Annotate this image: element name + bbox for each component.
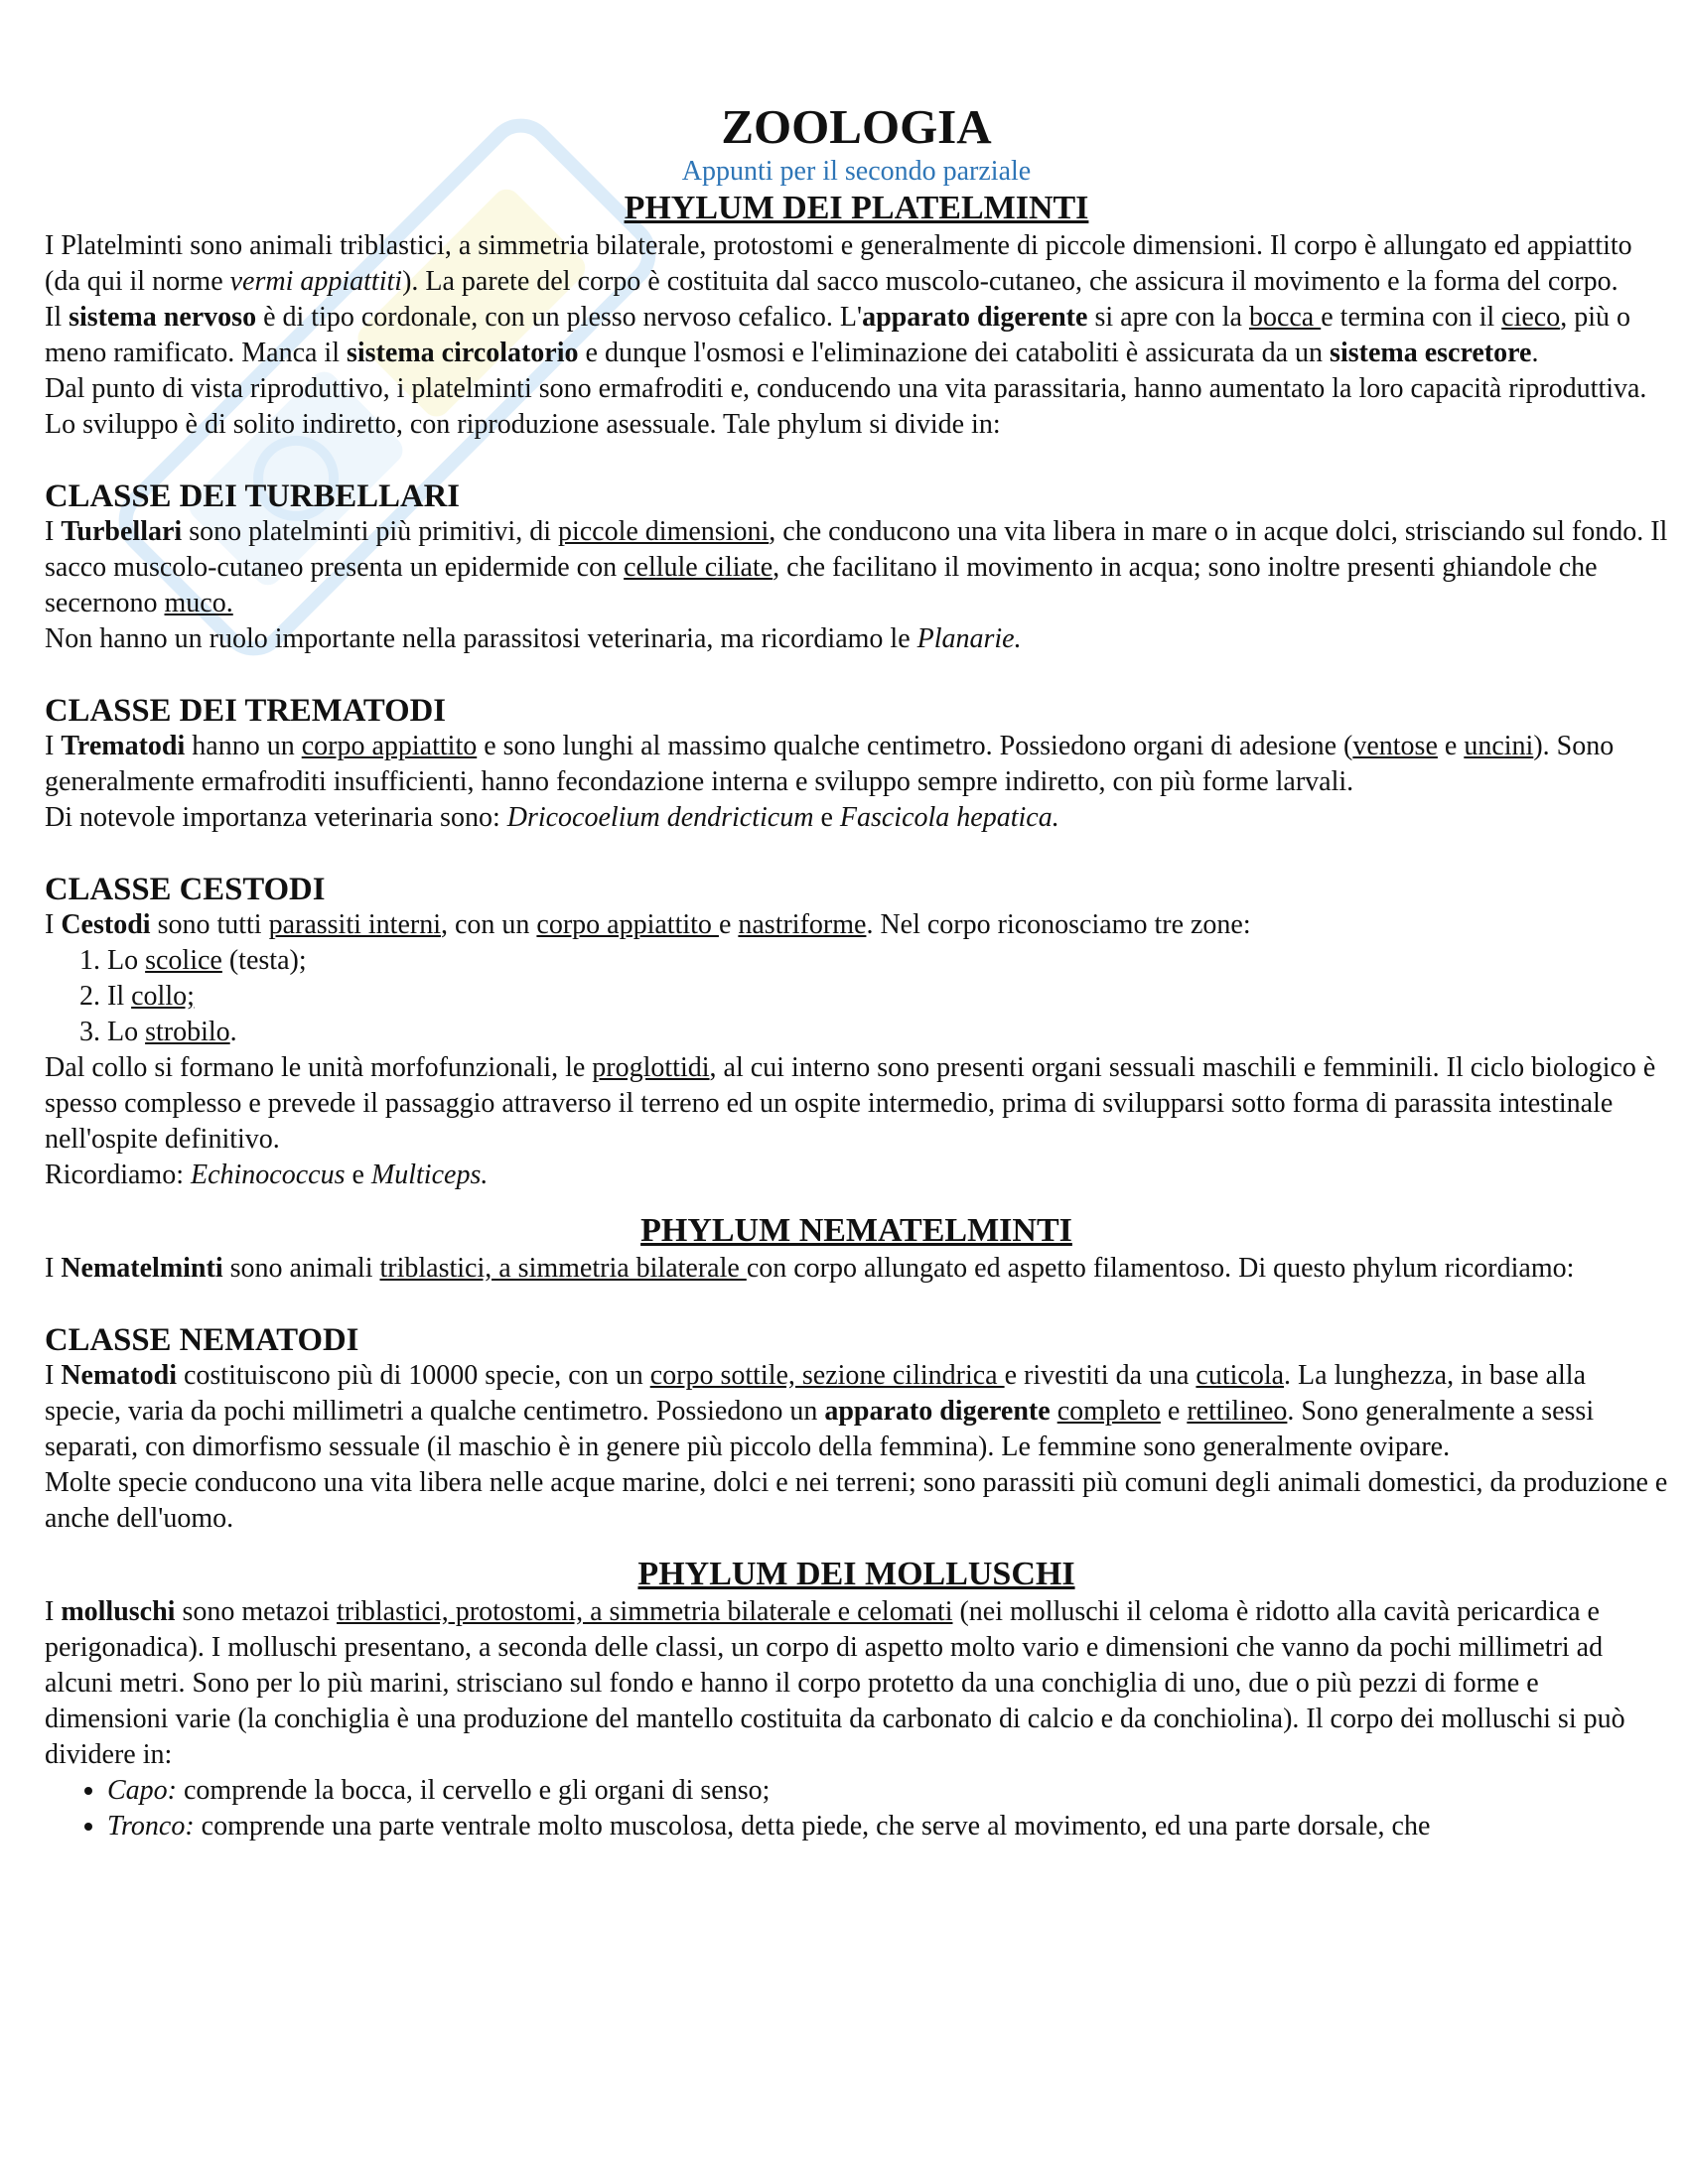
molluschi-parts-list	[45, 1773, 1668, 1844]
turbellari-text: I Turbellari sono platelminti più primitivi, di piccole dimensioni, che conducono una vita libera in mare o in acque dolci, strisciando sul fondo. Il sacco muscolo-cutaneo presenta un epidermide con cellule ciliate, che facilitano il movimento in acqua; sono inoltre presenti ghiandole che secernono muco.	[45, 516, 1668, 618]
platelminti-riproduzione: Dal punto di vista riproduttivo, i platelminti sono ermafroditi e, conducendo una vita parassitaria, hanno aumentato la loro capacità riproduttiva. Lo sviluppo è di solito indiretto, con riproduzione asessuale. Tale phylum si divide in:	[45, 373, 1647, 440]
doc-title: ZOOLOGIA	[721, 99, 992, 154]
trematodi-note: Di notevole importanza veterinaria sono: Dricocoelium dendricticum e Fascicola hepatica.	[45, 802, 1059, 833]
cestodi-zones-list	[45, 943, 1668, 1050]
nematelminti-intro: I Nematelminti sono animali triblastici, a simmetria bilaterale con corpo allungato ed aspetto filamentoso. Di questo phylum ricordiamo:	[45, 1253, 1575, 1284]
platelminti-intro: I Platelminti sono animali triblastici, a simmetria bilaterale, protostomi e generalmente di piccole dimensioni. Il corpo è allungato ed appiattito (da qui il norme vermi appiattiti). La parete del corpo è costituita dal sacco muscolo-cutaneo, che assicura il movimento e la forma del corpo.	[45, 230, 1632, 297]
turbellari-note: Non hanno un ruolo importante nella parassitosi veterinaria, ma ricordiamo le Planarie.	[45, 623, 1022, 654]
heading-platelminti: PHYLUM DEI PLATELMINTI	[624, 190, 1089, 226]
list-item: 1. Lo scolice (testa);	[107, 943, 1668, 979]
list-item: • Capo: comprende la bocca, il cervello e gli organi di senso;	[107, 1773, 1668, 1809]
heading-nematelminti: PHYLUM NEMATELMINTI	[640, 1212, 1072, 1249]
heading-cestodi: CLASSE CESTODI	[45, 872, 326, 907]
platelminti-anatomy: Il sistema nervoso è di tipo cordonale, con un plesso nervoso cefalico. L'apparato digerente si apre con la bocca e termina con il cieco, più o meno ramificato. Manca il sistema circolatorio e dunque l'osmosi e l'eliminazione dei cataboliti è assicurata da un sistema escretore.	[45, 302, 1631, 368]
cestodi-note: Ricordiamo: Echinococcus e Multiceps.	[45, 1160, 489, 1190]
cestodi-text: I Cestodi sono tutti parassiti interni, con un corpo appiattito e nastriforme. Nel corpo riconosciamo tre zone:	[45, 909, 1251, 940]
molluschi-intro: I molluschi sono metazoi triblastici, protostomi, a simmetria bilaterale e celomati (nei molluschi il celoma è ridotto alla cavità pericardica e perigonadica). I molluschi presentano, a seconda delle classi, un corpo di aspetto molto vario e dimensioni che vanno da pochi millimetri ad alcuni metri. Sono per lo più marini, strisciano sul fondo e hanno il corpo protetto da una conchiglia di uno, due o più pezzi di forme e dimensioni varie (la conchiglia è una produzione del mantello costituita da carbonato di calcio e da conchiolina). Il corpo dei molluschi si può dividere in:	[45, 1596, 1625, 1770]
list-item: • Tronco: comprende una parte ventrale molto muscolosa, detta piede, che serve al movimento, ed una parte dorsale, che	[107, 1809, 1668, 1844]
trematodi-text: I Trematodi hanno un corpo appiattito e sono lunghi al massimo qualche centimetro. Possiedono organi di adesione (ventose e uncini). Sono generalmente ermafroditi insufficienti, hanno fecondazione interna e sviluppo sempre indiretto, con più forme larvali.	[45, 731, 1615, 797]
heading-molluschi: PHYLUM DEI MOLLUSCHI	[637, 1556, 1075, 1592]
nematodi-text: I Nematodi costituiscono più di 10000 specie, con un corpo sottile, sezione cilindrica e rivestiti da una cuticola. La lunghezza, in base alla specie, varia da pochi millimetri a qualche centimetro. Possiedono un apparato digerente completo e rettilineo. Sono generalmente a sessi separati, con dimorfismo sessuale (il maschio è in genere più piccolo della femmina). Le femmine sono generalmente ovipare.	[45, 1360, 1595, 1462]
list-item: 3. Lo strobilo.	[107, 1015, 1668, 1050]
document-page	[45, 99, 1668, 1844]
nematodi-habitat: Molte specie conducono una vita libera nelle acque marine, dolci e nei terreni; sono parassiti più comuni degli animali domestici, da produzione e anche dell'uomo.	[45, 1467, 1668, 1534]
list-item: 2. Il collo;	[107, 979, 1668, 1015]
cestodi-ciclo: Dal collo si formano le unità morfofunzionali, le proglottidi, al cui interno sono presenti organi sessuali maschili e femminili. Il ciclo biologico è spesso complesso e prevede il passaggio attraverso il terreno ed un ospite intermedio, prima di svilupparsi sotto forma di parassita intestinale nell'ospite definitivo.	[45, 1052, 1656, 1155]
doc-subtitle: Appunti per il secondo parziale	[681, 156, 1032, 187]
heading-trematodi: CLASSE DEI TREMATODI	[45, 693, 447, 729]
heading-nematodi: CLASSE NEMATODI	[45, 1322, 359, 1358]
heading-turbellari: CLASSE DEI TURBELLARI	[45, 478, 461, 514]
